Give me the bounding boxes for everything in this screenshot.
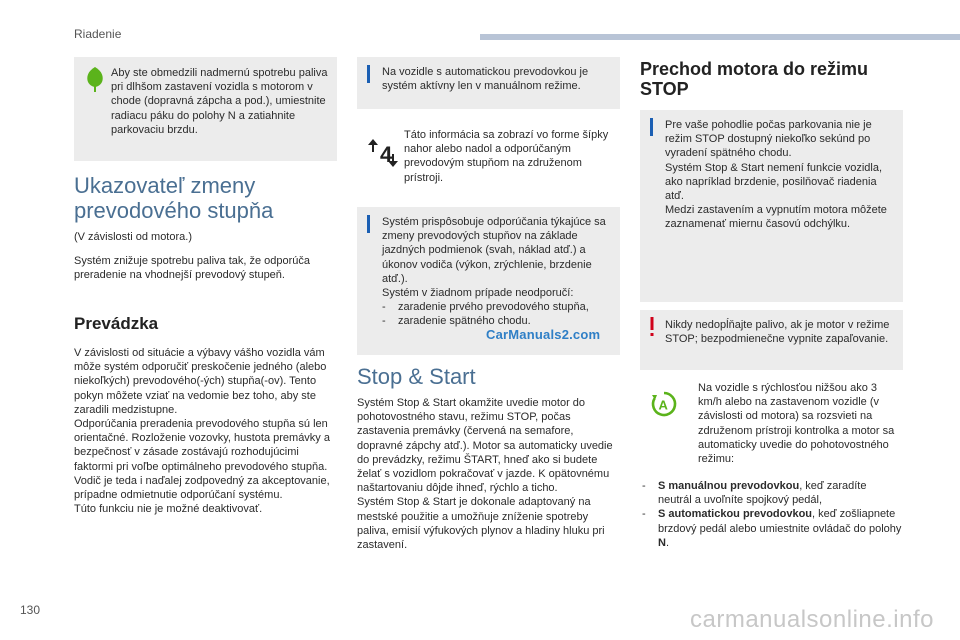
- eco-leaf-icon: [84, 65, 106, 93]
- info-box-adaptation-paragraph: Systém prispôsobuje odporúčania týkajúce sa zmeny prevodových stupňov na základe jazdných podmienok (svah, náklad atď.) a úkonov vodiča (výkon, zrýchlenie, brzdenie atď.). Systém v žiadnom prípade neodporučí:: [382, 216, 606, 300]
- speed-condition-text: Na vozidle s rýchlosťou nižšou ako 3 km/h alebo na zastavenom vozidle (v závislosti od motora) sa rozsvieti na združenom prístroji kontrolka a motor sa automaticky uvedie do pohotovostného režimu:: [698, 382, 895, 466]
- info-box-automatic-text: Na vozidle s automatickou prevodovkou je systém aktívny len v manuálnom režime.: [382, 66, 589, 93]
- chapter-title: Riadenie: [74, 27, 122, 41]
- list-item-automatic: [642, 507, 902, 550]
- info-box-parking-text: Pre vaše pohodlie počas parkovania nie je režim STOP dostupný niekoľko sekúnd po vyradení spätného chodu. Systém Stop & Start nemení funkcie vozidla, ako napríklad brzdenie, posilňovač riadenia atď. Medzi zastavením a vypnutím motora môžete zaznamenať miernu časovú odchýlku.: [665, 119, 887, 231]
- info-box-adaptation-text: [382, 215, 616, 329]
- stop-start-indicator-icon: [650, 390, 678, 418]
- watermark-bottom: carmanualsonline.info: [690, 606, 934, 633]
- not-recommended-list: [382, 300, 616, 328]
- gear-shift-display-icon: [366, 136, 400, 170]
- engine-note: (V závislosti od motora.): [74, 231, 192, 243]
- display-info-text: Táto informácia sa zobrazí vo forme šípky nahor alebo nadol a odporúčaným prevodovým stupňom na združenom prístroji.: [404, 129, 609, 184]
- operation-text: V závislosti od situácie a výbavy vášho vozidla vám môže systém odporučiť preskočenie jedného (alebo niekoľkých) prevodového(-ých) stupňa(-ov). Tento pokyn môžete vziať na vedomie bez toho, aby ste zaradili medzistupne. Odporúčania preradenia prevodového stupňa sú len orientačné. Rozloženie vozovky, hustota premávky a bezpečnosť v zásade zostávajú rozhodujúcimi faktormi pri voľbe optimálneho prevodového stupňa. Vodič je teda i naďalej zodpovedný za akceptovanie, prípadne odmietnutie odporúčaní systému. Túto funkciu nie je možné deaktivovať.: [74, 347, 330, 516]
- info-stripe-icon: [367, 215, 370, 233]
- warning-exclamation-icon: [649, 317, 655, 337]
- list-item-manual-rest: , keď zaradíte neutrál a uvoľníte spojkový pedál,: [658, 480, 867, 507]
- eco-tip-box: [74, 57, 337, 161]
- list-item-manual: [642, 479, 902, 507]
- list-item: - zaradenie spätného chodu.: [382, 314, 616, 328]
- info-stripe-icon: [367, 65, 370, 83]
- subheading-operation: Prevádzka: [74, 314, 159, 333]
- eco-tip-text: [111, 66, 331, 137]
- warning-box-fuel: [640, 310, 903, 370]
- list-item-automatic-rest: , keď zošliapnete brzdový pedál alebo umiestnite ovládač do polohy: [658, 508, 902, 535]
- info-box-automatic: [357, 57, 620, 109]
- header-bar: [480, 34, 960, 40]
- list-item-automatic-n: N: [658, 536, 666, 549]
- page-number: 130: [20, 603, 41, 617]
- info-box-parking: [640, 110, 903, 302]
- indicator-letter: A: [658, 397, 668, 413]
- section-title-gear-indicator: Ukazovateľ zmeny prevodového stupňa: [74, 173, 274, 223]
- eco-tip-text-main: Aby ste obmedzili nadmernú spotrebu paliva pri dlhšom zastavení vozidla s motorom v chode (dopravná zápcha a pod.), umiestnite radiacu páku do polohy N a zatiahnite parkovaciu brzdu.: [111, 67, 328, 136]
- section-title-stop-start: Stop & Start: [357, 364, 476, 389]
- watermark-carmanuals: CarManuals2.com: [486, 327, 601, 342]
- stop-mode-conditions-list: [642, 479, 902, 550]
- list-item-automatic-tail: .: [665, 536, 670, 549]
- list-item-automatic-bold: S automatickou prevodovkou: [658, 508, 813, 521]
- list-item-manual-bold: S manuálnou prevodovkou: [658, 480, 800, 492]
- list-item: - zaradenie prvého prevodového stupňa,: [382, 300, 616, 314]
- info-stripe-icon: [650, 118, 653, 136]
- heading-stop-mode: Prechod motora do režimu STOP: [640, 59, 869, 99]
- warning-box-fuel-text: Nikdy nedopĺňajte palivo, ak je motor v režime STOP; bezpodmienečne vypnite zapaľovanie.: [665, 319, 890, 346]
- stop-start-text: Systém Stop & Start okamžite uvedie motor do pohotovostného stavu, režimu STOP, počas zastavenia premávky (červená na semafore, dopravné zápchy atď.). Motor sa automaticky uvedie do prevádzky, režimu ŠTART, hneď ako si budete želať s vozidlom pokračovať v jazde. K opätovnému naštartovaniu dôjde ihneď, rýchlo a ticho. Systém Stop & Start je dokonale adaptovaný na mestské použitie a umožňuje zníženie spotreby paliva, emisií výfukových plynov a hladiny hluku pri zastavení.: [357, 397, 613, 552]
- gear-indicator-intro: Systém znižuje spotrebu paliva tak, že odporúča preradenie na vhodnejší prevodový stupeň.: [74, 255, 311, 282]
- gear-number-text: 4: [380, 142, 393, 167]
